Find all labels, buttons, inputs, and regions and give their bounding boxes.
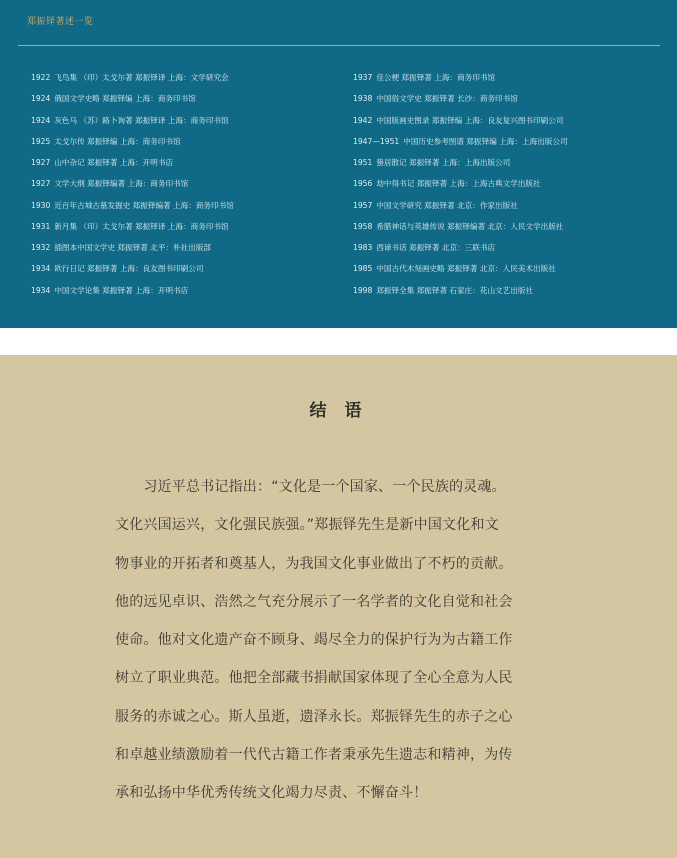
work-text: 希腊神话与英雄传说 郑振铎编著 北京：人民文学出版社 (376, 221, 564, 231)
divider (18, 45, 660, 46)
work-year: 1925 (31, 136, 51, 146)
work-text: 太戈尔传 郑振铎编 上海：商务印书馆 (54, 136, 181, 146)
conclusion-body (115, 475, 565, 820)
conclusion-line: 文化兴国运兴，文化强民族强。”郑振铎先生是新中国文化和文 (115, 517, 499, 534)
work-year: 1934 (31, 285, 51, 295)
work-entry (31, 115, 331, 136)
work-entry (353, 200, 663, 221)
work-entry (31, 242, 331, 263)
work-text: 西谛书话 郑振铎著 北京：三联书店 (376, 243, 496, 252)
work-entry (31, 263, 331, 284)
work-text: 中国文学研究 郑振铎著 北京：作家出版社 (376, 200, 518, 210)
work-entry (353, 221, 663, 242)
work-text: 插图本中国文学史 郑振铎著 北平：朴社出版部 (54, 243, 212, 252)
work-year: 1922 (31, 73, 51, 82)
work-entry (353, 178, 663, 199)
conclusion-line: 树立了职业典范。他把全部藏书捐献国家体现了全心全意为人民 (115, 670, 513, 687)
work-text: 中国俗文学史 郑振铎著 长沙：商务印书馆 (376, 94, 518, 104)
works-column-right (353, 72, 663, 306)
work-entry (31, 285, 331, 306)
work-text: 中国版画史图录 郑振铎编 上海：良友复兴图书印刷公司 (376, 115, 564, 125)
work-year: 1956 (353, 179, 373, 189)
conclusion-line: 承和弘扬中华优秀传统文化竭力尽责、不懈奋斗！ (115, 785, 428, 802)
work-year: 1951 (353, 158, 373, 167)
conclusion-line: 他的远见卓识、浩然之气充分展示了一名学者的文化自觉和社会 (115, 593, 513, 610)
work-text: 中国文学论集 郑振铎著 上海：开明书店 (54, 285, 189, 295)
work-year: 1947—1951 (353, 136, 400, 146)
work-year: 1931 (31, 221, 51, 231)
work-text: 新月集 （印）太戈尔著 郑振铎译 上海：商务印书馆 (54, 221, 229, 231)
work-entry (353, 285, 663, 306)
work-year: 1924 (31, 94, 51, 104)
work-text: 山中杂记 郑振铎著 上海：开明书店 (54, 158, 174, 167)
work-text: 佳公梗 郑振铎著 上海：商务印书馆 (376, 73, 496, 82)
work-year: 1924 (31, 115, 51, 125)
work-year: 1983 (353, 243, 373, 252)
work-entry (31, 178, 331, 199)
work-year: 1934 (31, 264, 51, 274)
work-year: 1927 (31, 158, 51, 167)
conclusion-line: 和卓越业绩激励着一代代古籍工作者秉承先生遗志和精神，为传 (115, 747, 513, 764)
work-year: 1985 (353, 264, 373, 274)
conclusion-line: 使命。他对文化遗产奋不顾身、竭尽全力的保护行为为古籍工作 (115, 632, 513, 649)
work-text: 俄国文学史略 郑振铎编 上海：商务印书馆 (54, 94, 196, 104)
work-entry (353, 242, 663, 263)
work-year: 1927 (31, 179, 51, 189)
work-entry (353, 72, 663, 93)
work-entry (353, 136, 663, 157)
work-year: 1938 (353, 94, 373, 104)
work-text: 欧行日记 郑振铎著 上海：良友图书印刷公司 (54, 264, 204, 274)
work-entry (353, 115, 663, 136)
work-text: 飞鸟集 （印）太戈尔著 郑振铎译 上海：文学研究会 (54, 73, 229, 82)
work-text: 近百年古城古墓发掘史 郑振铎编著 上海：商务印书馆 (54, 200, 234, 210)
work-text: 蛰居散记 郑振铎著 上海：上海出版公司 (376, 158, 511, 167)
work-year: 1937 (353, 73, 373, 82)
work-entry (31, 136, 331, 157)
work-entry (31, 93, 331, 114)
conclusion-title: 结 语 (309, 401, 368, 421)
work-year: 1958 (353, 221, 373, 231)
work-entry (353, 157, 663, 178)
works-heading: 郑振铎著述一览 (27, 17, 94, 27)
work-text: 郑振铎全集 郑振铎著 石家庄：花山文艺出版社 (376, 285, 534, 295)
work-text: 灰色马 （苏）路卜询著 郑振铎译 上海：商务印书馆 (54, 115, 229, 125)
works-panel (0, 0, 677, 328)
work-year: 1932 (31, 243, 51, 252)
work-entry (31, 200, 331, 221)
work-entry (353, 93, 663, 114)
work-text: 劫中得书记 郑振铎著 上海：上海古典文学出版社 (376, 179, 541, 189)
conclusion-line: 习近平总书记指出：“文化是一个国家、一个民族的灵魂。 (115, 479, 506, 495)
works-column-left (31, 72, 331, 306)
work-entry (31, 72, 331, 93)
work-entry (353, 263, 663, 284)
work-year: 1942 (353, 115, 373, 125)
work-year: 1998 (353, 285, 373, 295)
work-year: 1957 (353, 200, 373, 210)
work-text: 文学大纲 郑振铎编著 上海：商务印书馆 (54, 179, 189, 189)
conclusion-line: 物事业的开拓者和奠基人，为我国文化事业做出了不朽的贡献。 (115, 555, 513, 572)
work-text: 中国历史参考图谱 郑振铎编 上海：上海出版公司 (403, 136, 568, 146)
work-entry (31, 221, 331, 242)
work-entry (31, 157, 331, 178)
work-year: 1930 (31, 200, 51, 210)
conclusion-line: 服务的赤诚之心。斯人虽逝，遗泽永长。郑振铎先生的赤子之心 (115, 708, 513, 725)
work-text: 中国古代木刻画史略 郑振铎著 北京：人民美术出版社 (376, 264, 556, 274)
